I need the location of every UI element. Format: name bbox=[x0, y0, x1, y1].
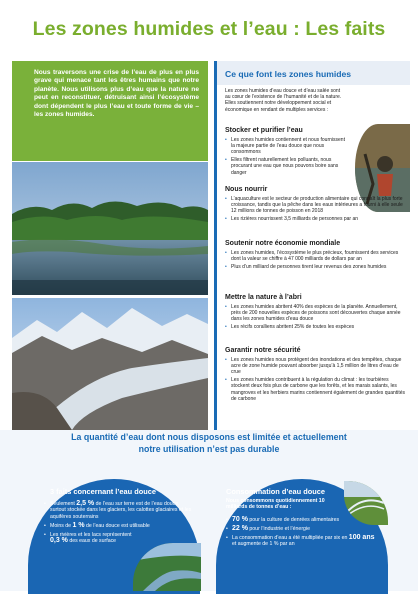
freshwater-facts-list bbox=[44, 501, 192, 547]
list-item: • Seulement 2,5 % de l’eau sur terre est de l’eau douce, surtout stockée dans les glaciers, les calottes glaciaires et les aquifères souterrains bbox=[44, 501, 192, 520]
freshwater-consumption-title: Consommation d’eau douce bbox=[226, 487, 325, 496]
section-title-economy: Soutenir notre économie mondiale bbox=[225, 240, 341, 247]
section-title-food: Nous nourrir bbox=[225, 186, 268, 193]
list-item: • Moins de 1 % de l’eau douce est utilisable bbox=[44, 523, 192, 529]
list-item: • Les zones humides abritent 40% des espèces de la planète. Annuellement, près de 200 nouvelles espèces de poissons sont découvertes chaque année dans les zones humides d’eau douce bbox=[225, 304, 405, 323]
list-item: • Les rizières nourrissent 3,5 milliards de personnes par an bbox=[225, 216, 405, 222]
list-item: • Les zones humides, l’écosystème le plus précieux, fournissent des services dont la valeur se chiffre à 47 000 milliards de dollars par an bbox=[225, 250, 405, 262]
section-list-economy bbox=[225, 250, 405, 272]
list-item: • Les zones humides contribuent à la régulation du climat : les tourbières stockent deux fois plus de carbone que les forêts, et les marais salants, les mangroves et les herbiers marins contiennent également de grandes quantités de carbone bbox=[225, 377, 405, 402]
list-item: • Les rivières et les lacs représentent 0,3 % des eaux de surface bbox=[44, 532, 135, 545]
consumption-list bbox=[226, 517, 376, 550]
wetlands-functions-panel bbox=[214, 61, 413, 430]
list-item: • Les récifs coralliens abritent 25% de toutes les espèces bbox=[225, 324, 405, 330]
list-item: • Les zones humides contiennent et nous fournissent la majeure partie de l’eau douce que nous consommons bbox=[225, 137, 350, 156]
list-item: • La consommation d’eau a été multipliée par six en 100 ans et augmente de 1 % par an bbox=[226, 535, 376, 548]
list-item: • Plus d’un milliard de personnes tirent leur revenus des zones humides bbox=[225, 264, 405, 270]
section-list-nature bbox=[225, 304, 405, 332]
section-title-store: Stocker et purifier l’eau bbox=[225, 127, 303, 134]
list-item: • Elles filtrent naturellement les polluants, nous procurant une eau que nous pouvons boire sans danger bbox=[225, 157, 350, 176]
page-title: Les zones humides et l’eau : Les faits bbox=[32, 18, 386, 40]
banner-text bbox=[0, 432, 418, 455]
list-item: • Les zones humides nous protègent des inondations et des tempêtes, chaque acre de zone humide pouvant absorber jusqu’à 1,5 million de litres d’eau de crue bbox=[225, 357, 405, 376]
section-list-food bbox=[225, 196, 405, 224]
intro-box: Nous traversons une crise de l’eau de plus en plus grave qui menace tant les êtres humains que notre planète. Nous utilisons plus d’eau que la nature ne peut en reconstituer, détruisant ainsi l’écosystème dont dépendent le plus l’eau et toute forme de vie – les zones humides. bbox=[12, 61, 208, 161]
banner-line-2: notre utilisation n’est pas durable bbox=[138, 443, 280, 454]
section-list-security bbox=[225, 357, 405, 403]
list-item: • L’aquaculture est le secteur de production alimentaire qui connaît la plus forte croissance, tandis que la pêche dans les eaux intérieures a fourni à elle seule 12 millions de tonnes de poisson en 2018 bbox=[225, 196, 405, 215]
banner-line-1: La quantité d’eau dont nous disposons est limitée et actuellement bbox=[71, 432, 347, 442]
consumption-intro: Nous consommons quotidiennement 10 milliards de tonnes d’eau : bbox=[226, 498, 325, 511]
list-item: • 70 % pour la culture de denrées alimentaires bbox=[226, 517, 376, 523]
wetland-photo bbox=[12, 162, 208, 295]
list-item: • 22 % pour l’industrie et l’énergie bbox=[226, 526, 376, 532]
section-title-security: Garantir notre sécurité bbox=[225, 347, 301, 354]
glacier-photo bbox=[12, 298, 208, 430]
river-photo bbox=[133, 543, 201, 591]
panel-intro: Les zones humides d’eau douce et d’eau salée sont au cœur de l’existence de l’humanité et de la nature. Elles soutiennent notre développement social et économique en rendant de multiples services : bbox=[225, 88, 342, 113]
section-title-nature: Mettre la nature à l’abri bbox=[225, 294, 302, 301]
panel-title: Ce que font les zones humides bbox=[225, 69, 352, 79]
section-list-store bbox=[225, 137, 350, 177]
freshwater-facts-title: 3 faits concernant l’eau douce bbox=[50, 487, 156, 496]
